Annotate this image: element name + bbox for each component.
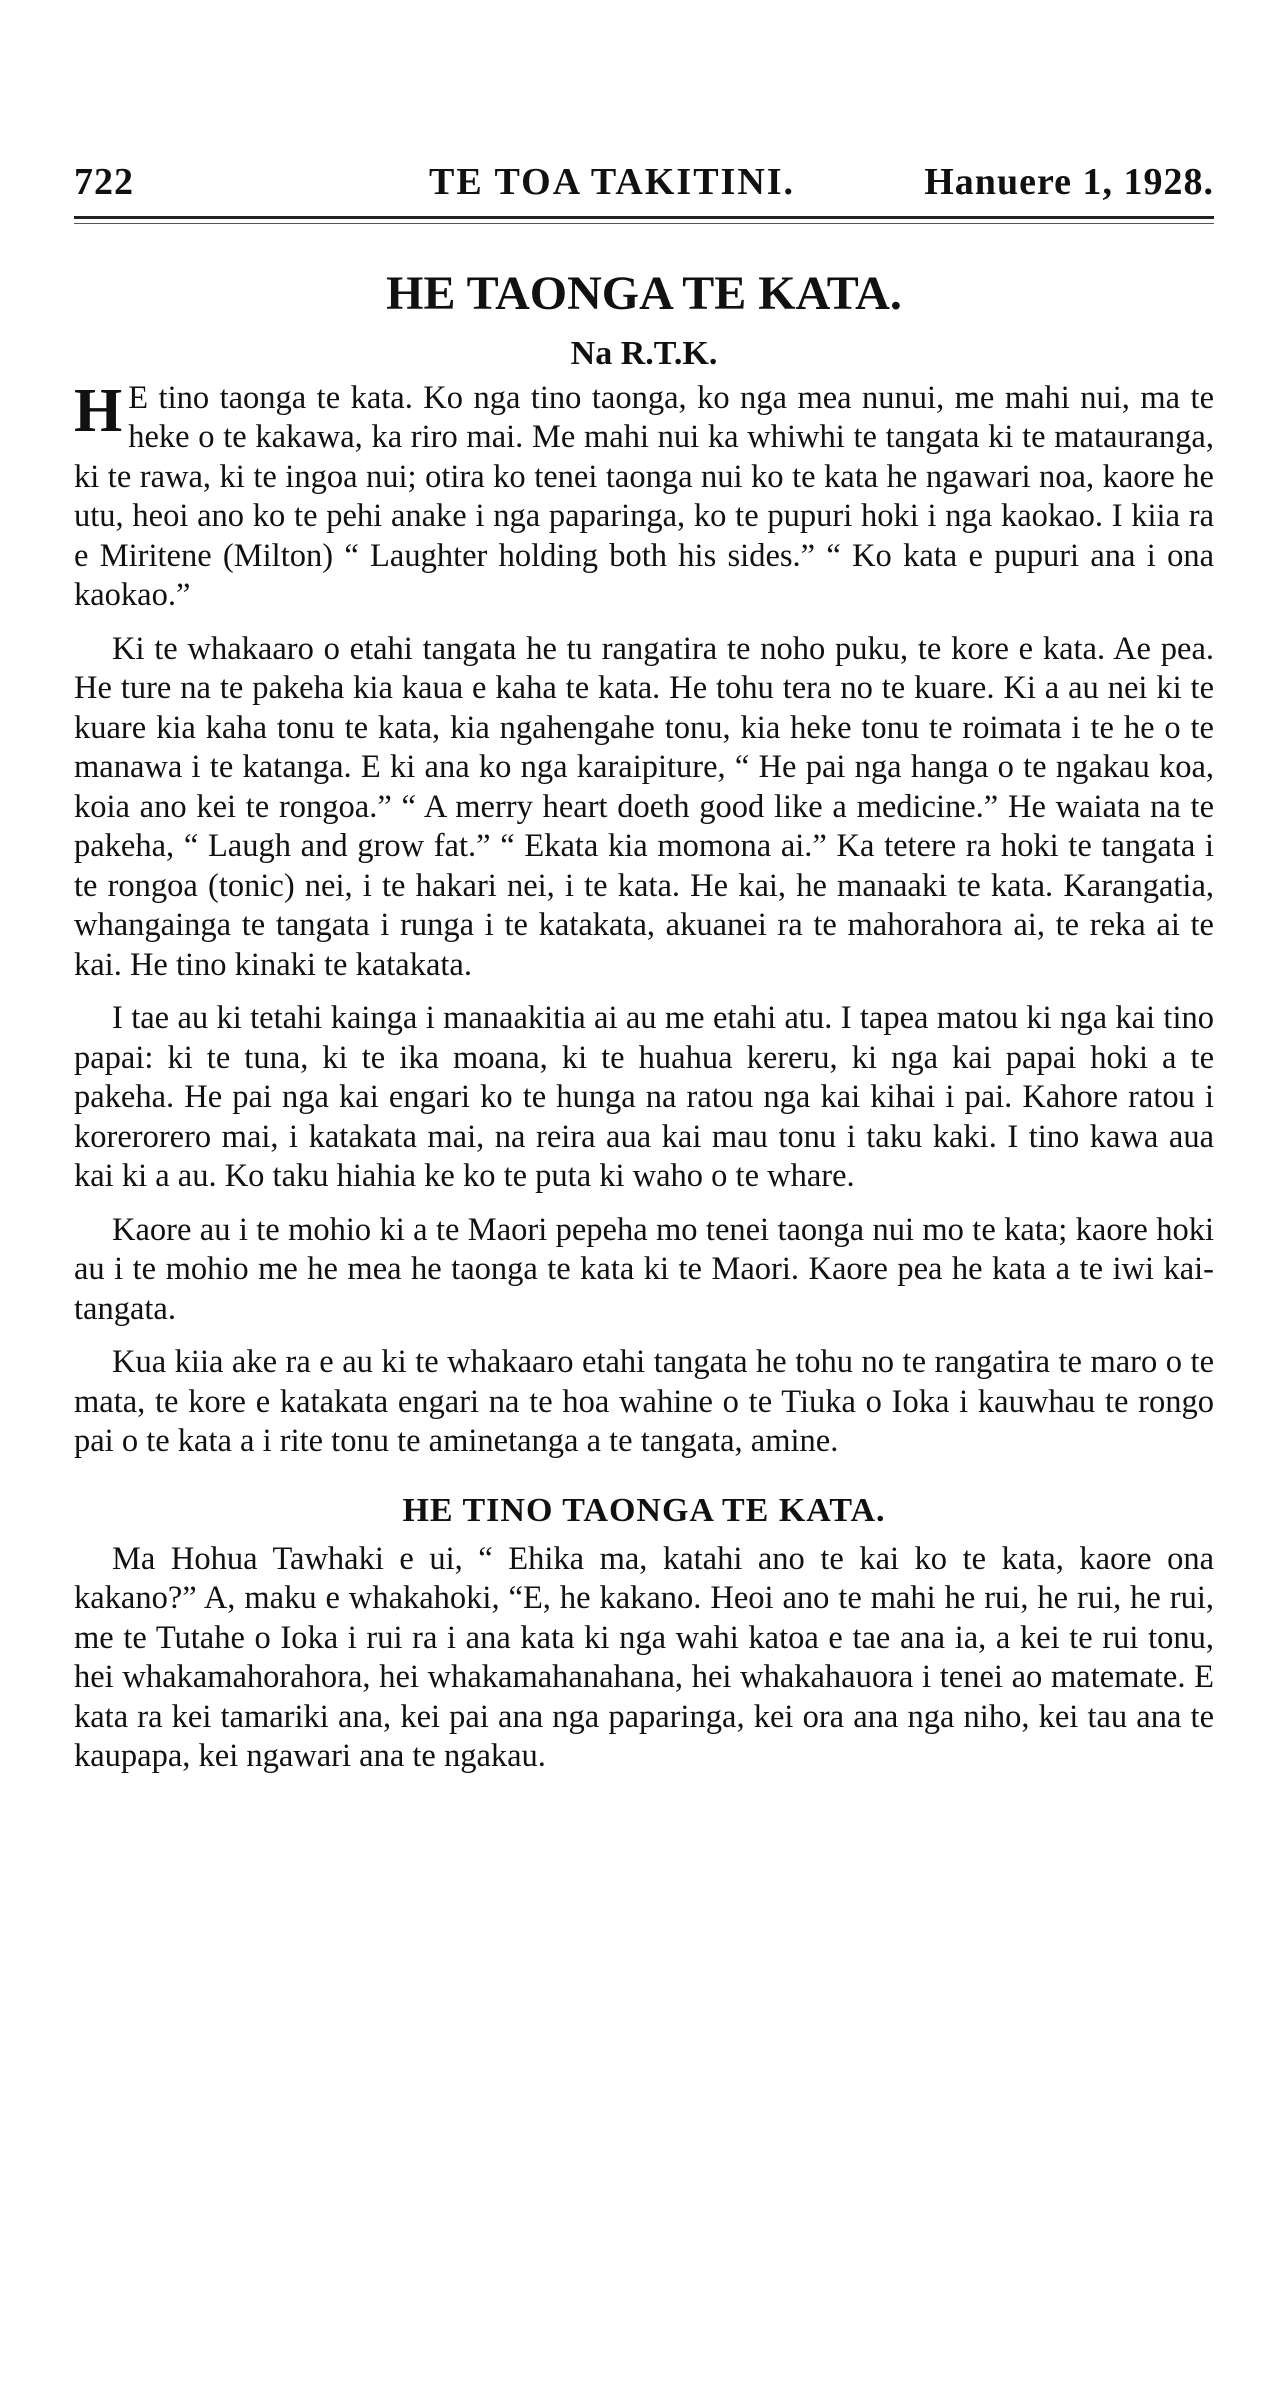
issue-date: Hanuere 1, 1928.: [924, 161, 1214, 203]
paragraph: [74, 376, 1214, 616]
paragraph: Ma Hohua Tawhaki e ui, “ Ehika ma, katahi ano te kai ko te kata, kaore ona kakano?” A, maku e whakahoki, “E, he kakano. Heoi ano te mahi he rui, he rui, he rui, me te Tutahe o Ioka i rui ra i ana kata ki nga wahi katoa e tae ana ia, a kei te rui tonu, hei whakamahorahora, hei whakamahanahana, hei whakahauora i tenei ao matemate. E kata ra kei tamariki ana, kei pai ana nga paparinga, kei ora ana nga niho, kei tau ana te kaupapa, kei ngawari ana te ngakau.: [74, 1540, 1214, 1775]
header-rule: [74, 216, 1214, 219]
article-title: HE TAONGA TE KATA.: [386, 267, 902, 320]
drop-cap: H: [74, 376, 123, 445]
paragraph: I tae au ki tetahi kainga i manaakitia ai au me etahi atu. I tapea matou ki nga kai tino papai: ki te tuna, ki te ika moana, ki te huahua kereru, ki nga kai papai hoki a te pakeha. He pai nga kai engari ko te hunga na ratou nga kai kihai i pai. Kahore ratou i korerorero mai, i katakata mai, na reira aua kai mau tonu i taku kaki. I tino kawa aua kai ki a au. Ko taku hiahia ke ko te puta ki waho o te whare.: [74, 1000, 1214, 1195]
section-body: [74, 1540, 1214, 1777]
page-number: 722: [74, 161, 134, 203]
paragraph: Kaore au i te mohio ki a te Maori pepeha mo tenei taonga nui mo te kata; kaore hoki au i te mohio me he mea he taonga te kata ki te Maori. Kaore pea he kata a te iwi kai-tangata.: [74, 1211, 1214, 1327]
section-heading: HE TINO TAONGA TE KATA.: [402, 1491, 886, 1529]
running-header: [74, 150, 1214, 206]
paragraph: Ki te whakaaro o etahi tangata he tu rangatira te noho puku, te kore e kata. Ae pea. He ture na te pakeha kia kaua e kaha te kata. He tohu tera no te kuare. Ki a au nei ki te kuare kia kaha tonu te kata, kia ngahengahe tonu, kia heke tonu te roimata i te he o te manawa i te katanga. E ki ana ko nga karaipiture, “ He pai nga hanga o te ngakau koa, koia ano kei te rongoa.” “ A merry heart doeth good like a medicine.” He waiata na te pakeha, “ Laugh and grow fat.” “ Ekata kia momona ai.” Ka tetere ra hoki te tangata i te rongoa (tonic) nei, i te hakari nei, i te kata. He kai, he manaaki te kata. Karangatia, whangainga te tangata i runga i te katakata, akuanei ra te mahorahora ai, te reka ai te kai. He tino kinaki te katakata.: [74, 630, 1214, 983]
paragraph: Kua kiia ake ra e au ki te whakaaro etahi tangata he tohu no te rangatira te maro o te mata, te kore e katakata engari na te hoa wahine o te Tiuka o Ioka i kauwhau te rongo pai o te kata a i rite tonu te aminetanga a te tangata, amine.: [74, 1344, 1214, 1460]
paragraph-text: E tino taonga te kata. Ko nga tino taonga, ko nga mea nunui, me mahi nui, ma te heke o te kakawa, ka riro mai. Me mahi nui ka whiwhi te tangata ki te matauranga, ki te rawa, ki te ingoa nui; otira ko tenei taonga nui ko te kata he ngawari noa, kaore he utu, heoi ano ko te pehi anake i nga paparinga, ko te pupuri hoki i nga kaokao. I kiia ra e Miritene (Milton) “ Laughter holding both his sides.” “ Ko kata e pupuri ana i ona kaokao.”: [74, 379, 1214, 614]
header-rule-thin: [74, 223, 1214, 224]
journal-title: TE TOA TAKITINI.: [429, 161, 796, 203]
article-body: [74, 376, 1214, 1462]
document-page: [74, 150, 1214, 1791]
article-byline: Na R.T.K.: [570, 334, 718, 372]
